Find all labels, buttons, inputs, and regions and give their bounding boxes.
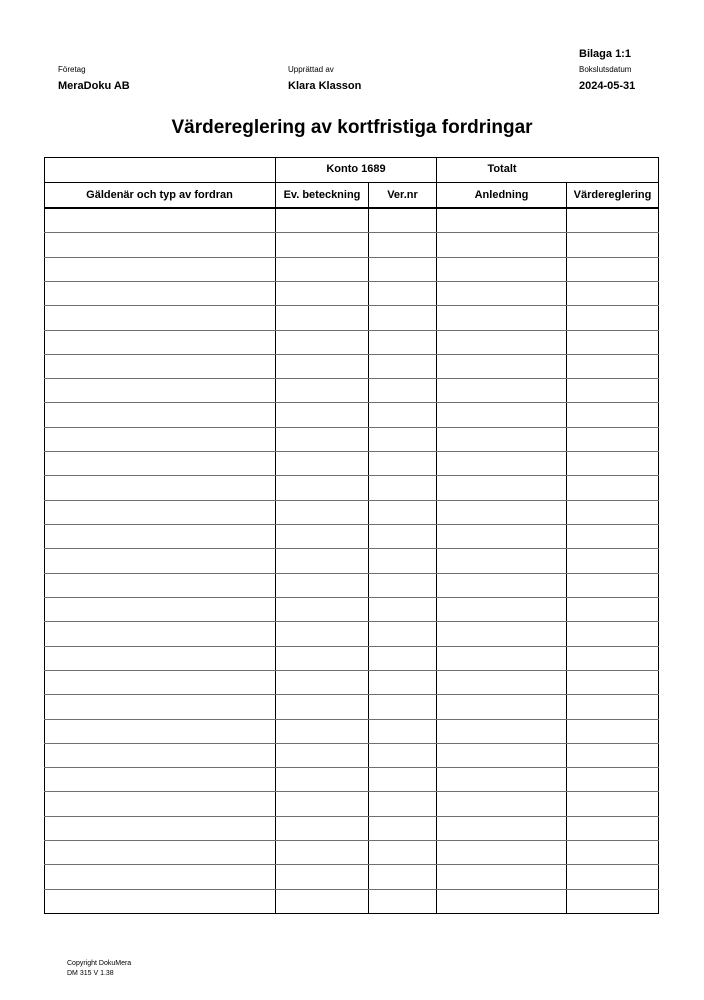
table-row-divider	[44, 719, 659, 720]
table-row-divider	[44, 597, 659, 598]
table-row-divider	[44, 257, 659, 258]
table-row-divider	[44, 694, 659, 695]
page-title: Värdereglering av kortfristiga fordringar	[171, 117, 533, 138]
table-row-divider	[44, 427, 659, 428]
table-row-divider	[44, 767, 659, 768]
table-row-divider	[44, 378, 659, 379]
header-bottom-rule	[44, 207, 659, 209]
total-group-header: Totalt	[487, 163, 517, 175]
column-header-designation: Ev. beteckning	[283, 189, 361, 201]
table-row-divider	[44, 889, 659, 890]
prepared-by-value: Klara Klasson	[288, 80, 362, 92]
table-row-divider	[44, 402, 659, 403]
company-label: Företag	[58, 65, 86, 74]
table-row-divider	[44, 451, 659, 452]
column-divider	[275, 157, 276, 914]
table-row-divider	[44, 330, 659, 331]
table-border-top	[44, 157, 659, 158]
table-row-divider	[44, 500, 659, 501]
version-text: DM 315 V 1.38	[67, 970, 114, 977]
column-divider	[436, 157, 437, 914]
table-row-divider	[44, 791, 659, 792]
column-header-voucher-number: Ver.nr	[387, 189, 418, 201]
table-row-divider	[44, 840, 659, 841]
table-row-divider	[44, 305, 659, 306]
column-header-reason: Anledning	[474, 189, 529, 201]
header-divider	[44, 182, 659, 183]
company-value: MeraDoku AB	[58, 80, 130, 92]
prepared-by-label: Upprättad av	[288, 65, 334, 74]
column-header-debtor: Gäldenär och typ av fordran	[86, 189, 233, 201]
table-row-divider	[44, 670, 659, 671]
table-row-divider	[44, 548, 659, 549]
column-header-valuation-adjustment: Värdereglering	[573, 189, 652, 201]
closing-date-value: 2024-05-31	[579, 80, 636, 92]
table-row-divider	[44, 524, 659, 525]
copyright-text: Copyright DokuMera	[67, 960, 132, 967]
table-row-divider	[44, 354, 659, 355]
table-row-divider	[44, 816, 659, 817]
receivables-table	[44, 157, 659, 914]
table-row-divider	[44, 232, 659, 233]
table-row-divider	[44, 621, 659, 622]
table-row-divider	[44, 646, 659, 647]
table-row-divider	[44, 864, 659, 865]
table-row-divider	[44, 281, 659, 282]
table-row-divider	[44, 743, 659, 744]
table-border-right	[658, 157, 659, 914]
attachment-label: Bilaga 1:1	[579, 48, 631, 60]
table-row-divider	[44, 573, 659, 574]
closing-date-label: Bokslutsdatum	[579, 65, 632, 74]
account-group-header: Konto 1689	[326, 163, 386, 175]
table-border-left	[44, 157, 45, 914]
table-row-divider	[44, 475, 659, 476]
